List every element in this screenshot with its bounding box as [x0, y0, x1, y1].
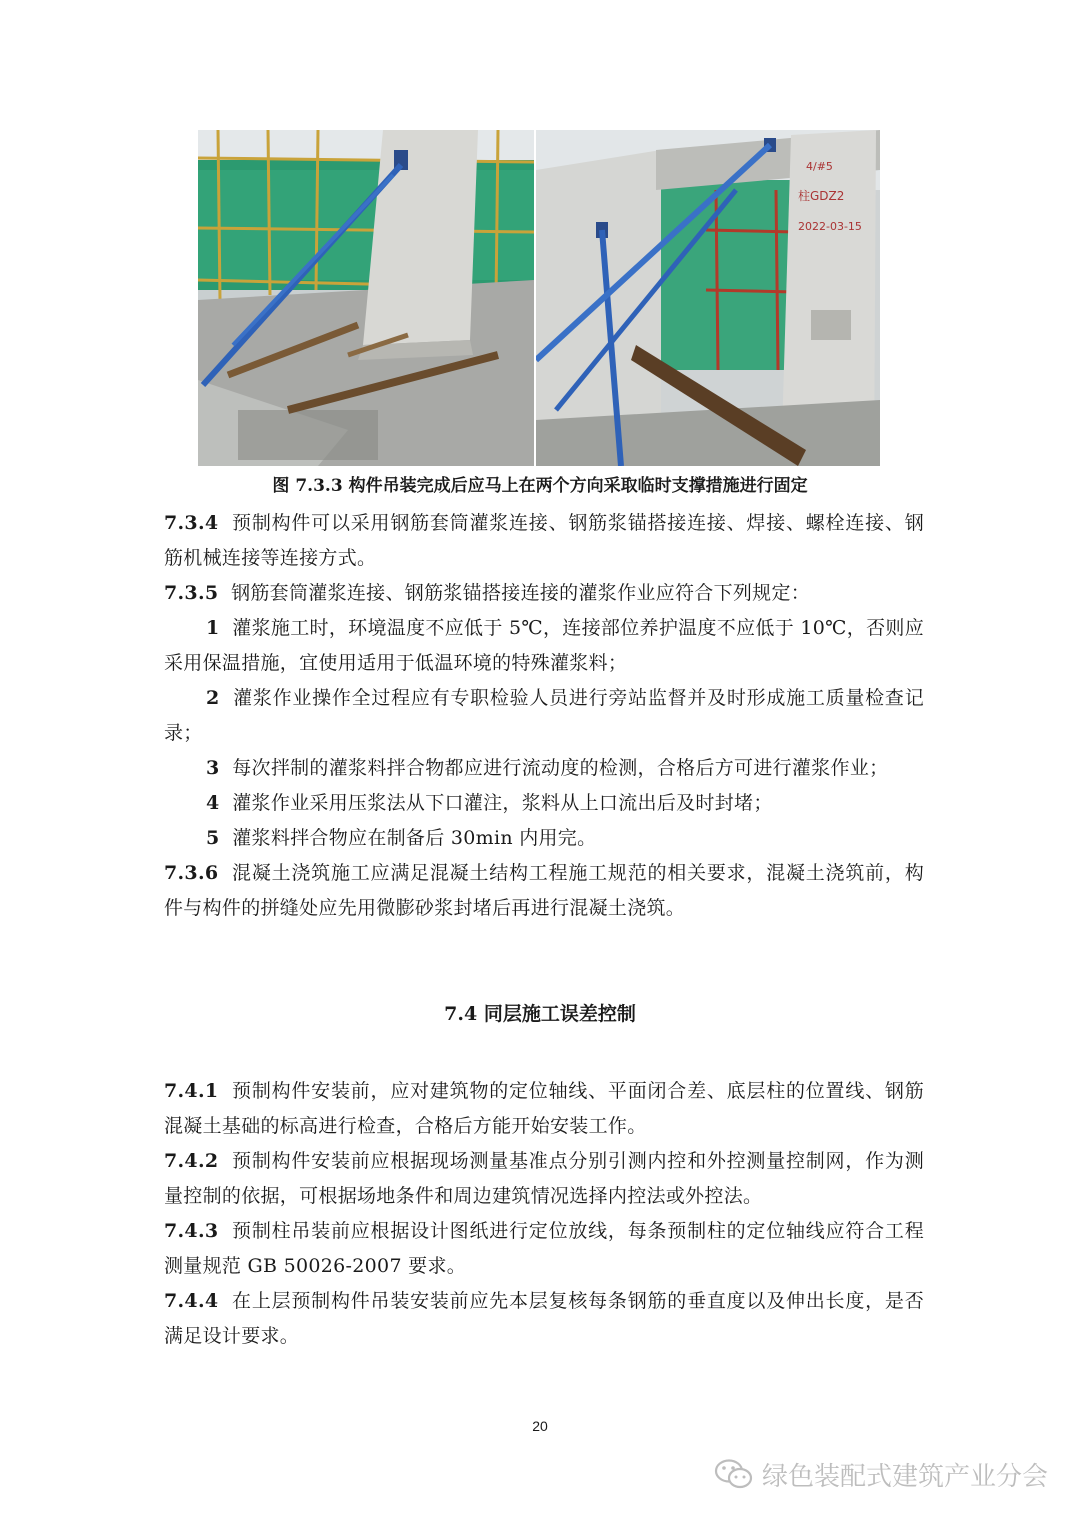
column-handwriting-line-3: 2022-03-15: [798, 220, 862, 233]
list-item: [164, 751, 924, 786]
watermark-text: 绿色装配式建筑产业分会: [761, 1461, 1048, 1492]
column-handwriting-line-1: 4/#5: [806, 160, 833, 173]
figure-photos: [198, 130, 880, 466]
clause-7-3-5: [164, 576, 924, 611]
clause-text: 预制构件安装前，应对建筑物的定位轴线、平面闭合差、底层柱的位置线、钢筋混凝土基础的标高进行检查，合格后方能开始安装工作。: [164, 1080, 924, 1137]
watermark: [714, 1456, 1048, 1492]
list-item: [164, 786, 924, 821]
figure-caption: 图 7.3.3 构件吊装完成后应马上在两个方向采取临时支撑措施进行固定: [272, 476, 808, 496]
item-text: 灌浆作业操作全过程应有专职检验人员进行旁站监督并及时形成施工质量检查记录；: [164, 687, 924, 744]
clause-number: 7.3.4: [164, 512, 219, 534]
wechat-icon: [714, 1458, 754, 1490]
clause-text: 预制构件安装前应根据现场测量基准点分别引测内控和外控测量控制网，作为测量控制的依据，可根据场地条件和周边建筑情况选择内控法或外控法。: [164, 1150, 924, 1207]
clause-text: 预制构件可以采用钢筋套筒灌浆连接、钢筋浆锚搭接连接、焊接、螺栓连接、钢筋机械连接等连接方式。: [164, 512, 924, 569]
page-number: 20: [532, 1418, 548, 1434]
construction-photo-left: [198, 130, 534, 466]
clause-number: 7.4.4: [164, 1290, 219, 1312]
clause-7-4-2: [164, 1144, 924, 1214]
list-item: [164, 821, 924, 856]
construction-photo-right: [536, 130, 880, 466]
clause-7-3-4: [164, 506, 924, 576]
clause-number: 7.4.3: [164, 1220, 219, 1242]
section-7-4-body: [164, 1074, 924, 1354]
clause-7-4-3: [164, 1214, 924, 1284]
list-item: [164, 611, 924, 681]
clause-7-4-4: [164, 1284, 924, 1354]
section-7-3-body: [164, 506, 924, 926]
item-text: 灌浆施工时，环境温度不应低于 5℃，连接部位养护温度不应低于 10℃，否则应采用保温措施，宜使用适用于低温环境的特殊灌浆料；: [164, 617, 924, 674]
clause-7-3-6: [164, 856, 924, 926]
clause-text: 混凝土浇筑施工应满足混凝土结构工程施工规范的相关要求，混凝土浇筑前，构件与构件的拼缝处应先用微膨砂浆封堵后再进行混凝土浇筑。: [164, 862, 924, 919]
item-text: 灌浆作业采用压浆法从下口灌注，浆料从上口流出后及时封堵；: [232, 792, 773, 814]
item-number: 3: [206, 757, 220, 779]
clause-text: 预制柱吊装前应根据设计图纸进行定位放线，每条预制柱的定位轴线应符合工程测量规范 GB 50026-2007 要求。: [164, 1220, 924, 1277]
clause-number: 7.3.5: [164, 582, 219, 604]
item-number: 1: [206, 617, 220, 639]
clause-number: 7.4.1: [164, 1080, 219, 1102]
clause-text: 钢筋套筒灌浆连接、钢筋浆锚搭接连接的灌浆作业应符合下列规定：: [231, 582, 811, 604]
item-number: 4: [206, 792, 220, 814]
item-number: 5: [206, 827, 220, 849]
clause-number: 7.3.6: [164, 862, 219, 884]
clause-text: 在上层预制构件吊装安装前应先本层复核每条钢筋的垂直度以及伸出长度，是否满足设计要求。: [164, 1290, 924, 1347]
section-title-7-4: 7.4 同层施工误差控制: [444, 1003, 636, 1025]
clause-7-4-1: [164, 1074, 924, 1144]
item-text: 灌浆料拌合物应在制备后 30min 内用完。: [232, 827, 597, 849]
item-number: 2: [206, 687, 220, 709]
item-text: 每次拌制的灌浆料拌合物都应进行流动度的检测，合格后方可进行灌浆作业；: [232, 757, 889, 779]
column-handwriting-line-2: 柱GDZ2: [798, 189, 845, 203]
list-item: [164, 681, 924, 751]
clause-number: 7.4.2: [164, 1150, 219, 1172]
